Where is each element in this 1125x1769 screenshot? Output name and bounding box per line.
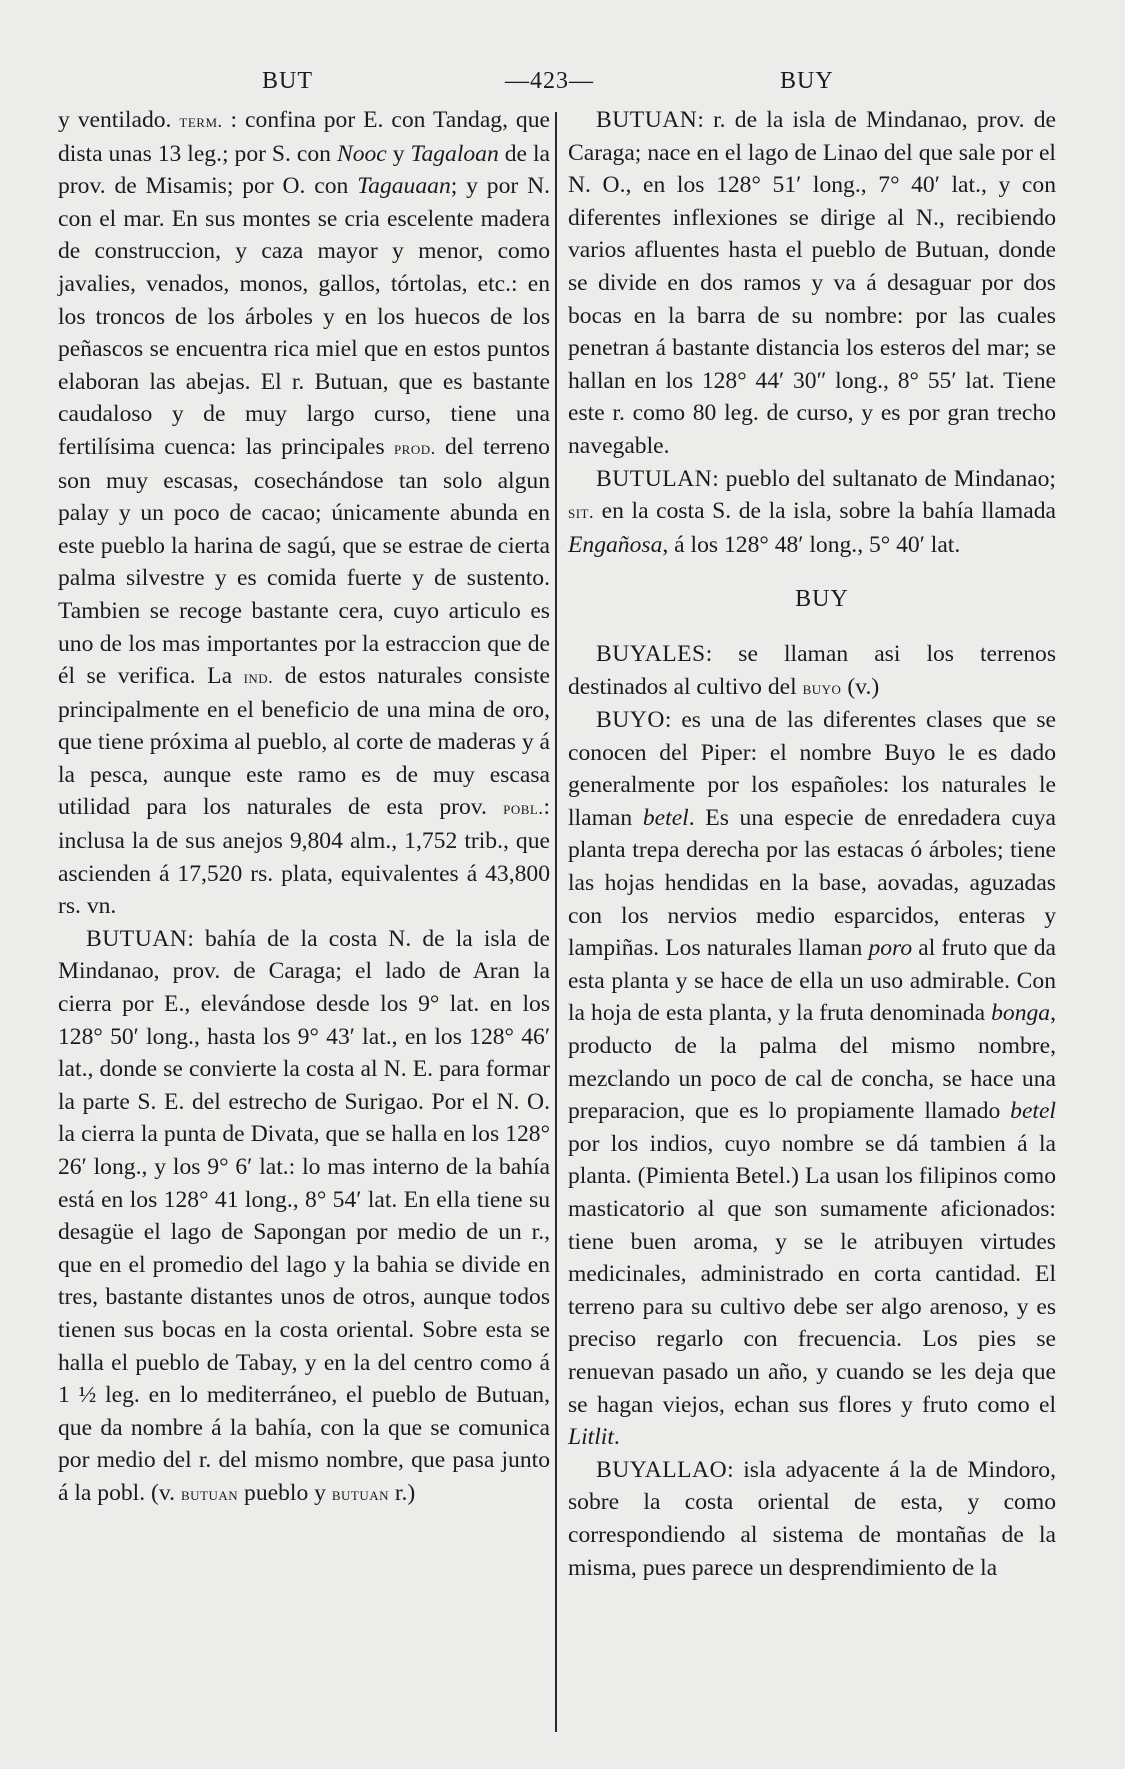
text-run: , á los 128° 48′ long., 5° 40′ lat. xyxy=(662,531,961,558)
left-column xyxy=(58,104,550,1511)
entry-headword: BUYO xyxy=(596,707,665,734)
entry-butuan-river xyxy=(568,104,1056,463)
section-heading: BUY xyxy=(795,586,849,613)
column-divider xyxy=(555,112,557,1732)
italic-term: betel xyxy=(642,804,689,831)
italic-place-name: Tagaloan xyxy=(410,140,499,167)
header-left-guideword: BUT xyxy=(262,68,313,94)
abbreviation: term. xyxy=(179,111,223,131)
entry-buyo xyxy=(568,704,1056,1454)
italic-term: bonga xyxy=(991,1000,1051,1027)
entry-headword: BUTUAN xyxy=(596,107,698,133)
text-run: y xyxy=(386,140,411,167)
abbreviation: sit. xyxy=(568,502,595,523)
text-run: del terreno son muy escasas, cosechándose tan solo algun palay y un poco de cacao; únicamente abunda en este pueblo la harina de sagú, que se estrae de cierta palma silvestre y es comida fuerte y de sustento. Tambien se recoge bastante cera, cuyo articulo es uno de los mas importantes por la estraccion que de él se verifica. La xyxy=(58,433,550,690)
entry-butuan-bay xyxy=(58,923,550,1511)
abbreviation: ind. xyxy=(243,667,274,688)
text-run: . xyxy=(613,1424,620,1451)
text-run: : bahía de la costa N. de la isla de Mindanao, prov. de Caraga; el lado de Aran la cierra por E., elevándose desde los 9° lat. en los 128° 50′ long., hasta los 9° 43′ lat., en los 128° 46′ lat., donde se convierte la costa al N. E. para formar la parte S. E. del estrecho de Surigao. Por el N. O. la cierra la punta de Divata, que se halla en los 128° 26′ long., y los 9° 6′ lat.: lo mas interno de la bahía está en los 128° 41 long., 8° 54′ lat. En ella tiene su desagüe el lago de Sapongan por medio de un r., que en el promedio del lago y la bahia se divide en tres, bastante distantes unos de otros, aunque todos tienen sus bocas en la costa oriental. Sobre esta se halla el pueblo de Tabay, y en la del centro como á 1 ½ leg. en lo mediterráneo, el pueblo de Butuan, que da nombre á la bahía, con la que se comunica por medio del r. del mismo nombre, que pasa junto á la pobl. (v. xyxy=(58,925,550,1506)
cross-reference: butuan xyxy=(180,1483,239,1504)
text-run: (v.) xyxy=(841,673,880,700)
text-run: y ventilado. xyxy=(58,107,180,133)
page-number: —423— xyxy=(505,68,594,94)
italic-place-name: Engañosa xyxy=(568,531,663,558)
text-run: al fruto que da esta planta y se hace de ella un uso admirable. Con la hoja de esta planta, y la fruta denominada xyxy=(568,935,1056,1027)
text-run: : se llaman asi los terrenos destinados al cultivo del xyxy=(568,640,1056,700)
text-run: : confina por E. con Tandag, que dista unas 13 leg.; por S. con xyxy=(58,107,550,167)
italic-term: Litlit xyxy=(568,1424,614,1451)
entry-headword: BUYALES xyxy=(596,640,706,667)
right-column xyxy=(568,104,1056,1584)
entry-continuation-paragraph xyxy=(58,104,550,923)
text-run: : r. de la isla de Mindanao, prov. de Caraga; nace en el lago de Linao del que sale por el N. O., en los 128° 51′ long., 7° 40′ lat., y con diferentes inflexiones se dirige al N., recibiendo varios afluentes hasta el pueblo de Butuan, donde se divide en dos ramos y va á desaguar por dos bocas en la barra de su nombre: por las cuales penetran á bastante distancia los esteros del mar; se hallan en los 128° 44′ 30″ long., 8° 55′ lat. Tiene este r. como 80 leg. de curso, y es por gran trecho navegable. xyxy=(568,107,1056,459)
text-run: en la costa S. de la isla, sobre la bahía llamada xyxy=(594,498,1056,525)
text-run: ; y por N. con el mar. En sus montes se cria escelente madera de construccion, y caza mayor y menor, como javalies, venados, monos, gallos, tórtolas, etc.: en los troncos de los árboles y en los huecos de los peñascos se encuentra rica miel que en estos puntos elaboran las abejas. El r. Butuan, que es bastante caudaloso y de muy largo curso, tiene una fertilísima cuenca: las principales xyxy=(58,173,551,460)
text-run: de estos naturales consiste principalmente en el beneficio de una mina de oro, que tiene próxima al pueblo, al corte de maderas y á la pesca, aunque este ramo es de muy escasa utilidad para los naturales de esta prov. xyxy=(58,663,550,821)
entry-buyales xyxy=(568,638,1056,704)
italic-place-name: Tagauaan xyxy=(357,173,451,200)
abbreviation: pobl. xyxy=(503,798,544,819)
italic-place-name: Nooc xyxy=(336,140,387,167)
abbreviation: prod. xyxy=(393,437,436,458)
cross-reference: butuan xyxy=(331,1483,390,1504)
entry-headword: BUYALLAO xyxy=(596,1456,728,1483)
italic-term: betel xyxy=(1010,1098,1056,1125)
text-run: : es una de las diferentes clases que se conocen del Piper: el nombre Buyo le es dado generalmente por los españoles: los naturales le llaman xyxy=(568,707,1056,831)
italic-term: poro xyxy=(868,935,913,962)
text-run: : inclusa la de sus anejos 9,804 alm., 1,752 trib., que ascienden á 17,520 rs. plata, equivalentes á 43,800 rs. vn. xyxy=(58,794,550,920)
text-run: por los indios, cuyo nombre se dá tambien á la planta. (Pimienta Betel.) La usan los filipinos como masticatorio al que son sumamente aficionados: tiene buen aroma, y se le atribuyen virtudes medicinales, administrado en corta cantidad. El terreno para su cultivo debe ser algo arenoso, y es preciso regarlo con frecuencia. Los pies se renuevan pasado un año, y cuando se les deja que se hagan viejos, echan sus flores y fruto como el xyxy=(568,1130,1056,1418)
running-header xyxy=(0,60,1125,100)
entry-buyallao xyxy=(568,1454,1056,1584)
entry-butulan xyxy=(568,463,1056,562)
text-run: : isla adyacente á la de Mindoro, sobre la costa oriental de esta, y como correspondiendo al sistema de montañas de la misma, pues parece un desprendimiento de la xyxy=(568,1456,1056,1581)
text-run: r.) xyxy=(389,1479,416,1506)
header-right-guideword: BUY xyxy=(780,68,834,94)
text-run: : pueblo del sultanato de Mindanao; xyxy=(712,465,1056,492)
text-run: pueblo y xyxy=(238,1479,332,1506)
text-run: , producto de la palma del mismo nombre, mezclando un poco de cal de concha, se hace una preparacion, que es lo propiamente llamado xyxy=(568,1000,1056,1125)
text-run: . Es una especie de enredadera cuya planta trepa derecha por las estacas ó árboles; tiene las hojas hendidas en la base, aovadas, aguzadas con los nervios medio esparcidos, enteras y lampiñas. Los naturales llaman xyxy=(568,804,1056,962)
cross-reference: buyo xyxy=(802,677,842,698)
entry-headword: BUTUAN xyxy=(86,925,188,952)
text-run: de la prov. de Misamis; por O. con xyxy=(58,140,550,200)
entry-headword: BUTULAN xyxy=(596,465,713,492)
